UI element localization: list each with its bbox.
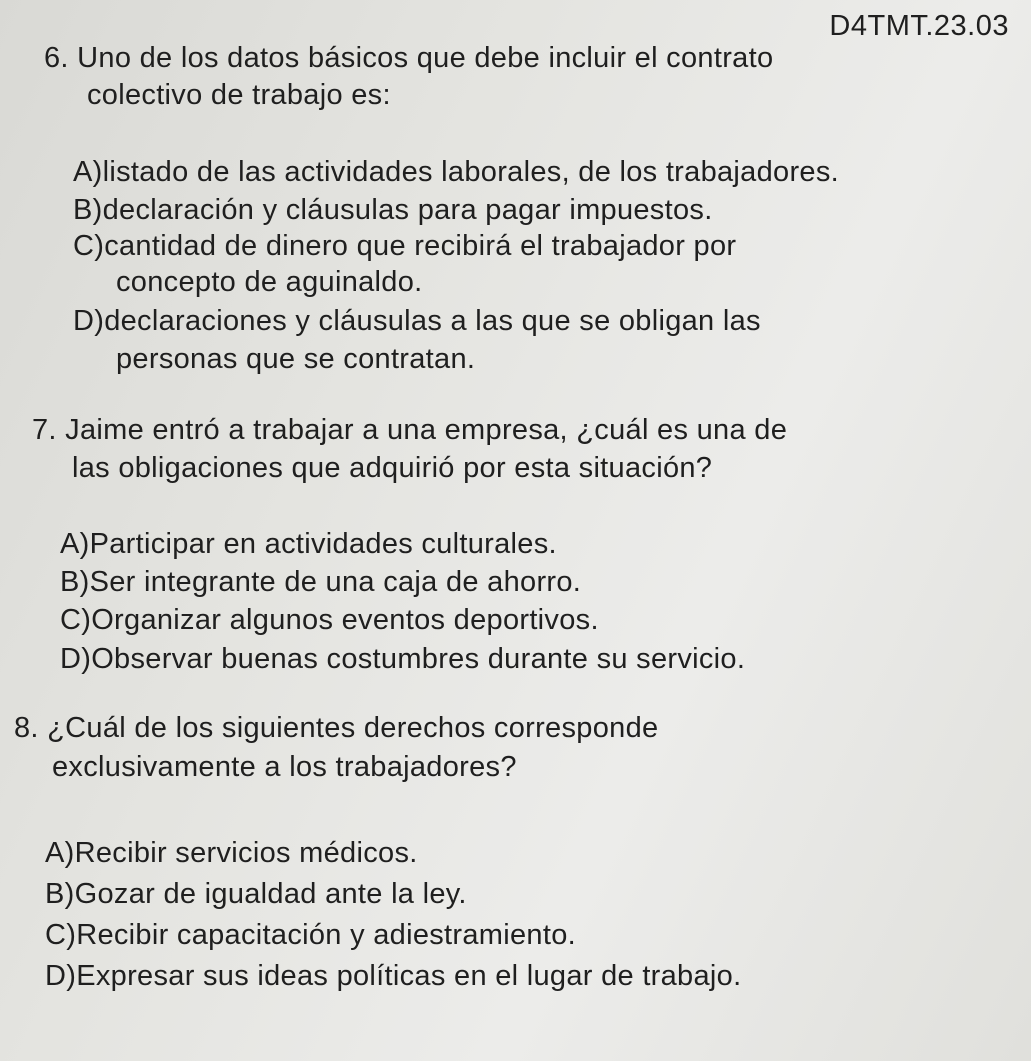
option-text: declaración y cláusulas para pagar impuestos. xyxy=(102,194,713,226)
question-8-option-d xyxy=(45,960,741,993)
question-number: 6. xyxy=(44,42,69,74)
question-7-option-b xyxy=(60,566,581,599)
option-text: Ser integrante de una caja de ahorro. xyxy=(89,566,582,598)
question-8-option-b xyxy=(45,878,467,911)
question-text: Jaime entró a trabajar a una empresa, ¿cuál es una de xyxy=(65,414,788,446)
option-letter: A) xyxy=(45,837,75,869)
option-text: Recibir servicios médicos. xyxy=(74,837,418,869)
question-7-text-line2: las obligaciones que adquirió por esta situación? xyxy=(72,452,713,484)
question-text: ¿Cuál de los siguientes derechos corresponde xyxy=(47,712,659,744)
option-text: declaraciones y cláusulas a las que se obligan las xyxy=(104,305,761,337)
question-7-option-d xyxy=(60,643,745,676)
option-text: Expresar sus ideas políticas en el lugar de trabajo. xyxy=(76,960,742,992)
question-6-option-d-line2: personas que se contratan. xyxy=(116,343,476,375)
option-letter: C) xyxy=(60,604,92,636)
question-text: Uno de los datos básicos que debe incluir el contrato xyxy=(77,42,774,74)
option-letter: B) xyxy=(73,194,103,226)
option-letter: B) xyxy=(45,878,75,910)
question-6-option-a xyxy=(73,156,839,189)
question-8-text-line1 xyxy=(14,712,658,745)
document-code: D4TMT.23.03 xyxy=(829,10,1009,42)
question-6-text-line1 xyxy=(44,42,773,75)
question-8-option-c xyxy=(45,919,576,952)
option-letter: D) xyxy=(60,643,92,675)
option-text: Gozar de igualdad ante la ley. xyxy=(74,878,467,910)
option-text: Recibir capacitación y adiestramiento. xyxy=(76,919,577,951)
option-letter: C) xyxy=(45,919,77,951)
question-7-text-line1 xyxy=(32,414,787,447)
option-text: Organizar algunos eventos deportivos. xyxy=(91,604,599,636)
question-7-option-c xyxy=(60,604,599,637)
question-8-option-a xyxy=(45,837,418,870)
option-text: Participar en actividades culturales. xyxy=(89,528,557,560)
option-text: cantidad de dinero que recibirá el trabajador por xyxy=(104,230,737,262)
question-8-text-line2: exclusivamente a los trabajadores? xyxy=(52,751,517,783)
option-letter: D) xyxy=(73,305,105,337)
question-number: 7. xyxy=(32,414,57,446)
question-6-text-line2: colectivo de trabajo es: xyxy=(87,79,391,111)
question-7-option-a xyxy=(60,528,557,561)
option-text: listado de las actividades laborales, de los trabajadores. xyxy=(102,156,839,188)
question-6-option-c xyxy=(73,230,736,263)
option-letter: D) xyxy=(45,960,77,992)
option-letter: C) xyxy=(73,230,105,262)
option-letter: B) xyxy=(60,566,90,598)
option-letter: A) xyxy=(60,528,90,560)
question-6-option-b xyxy=(73,194,713,227)
question-number: 8. xyxy=(14,712,39,744)
question-6-option-c-line2: concepto de aguinaldo. xyxy=(116,266,423,298)
option-text: Observar buenas costumbres durante su servicio. xyxy=(91,643,746,675)
question-6-option-d xyxy=(73,305,761,338)
option-letter: A) xyxy=(73,156,103,188)
